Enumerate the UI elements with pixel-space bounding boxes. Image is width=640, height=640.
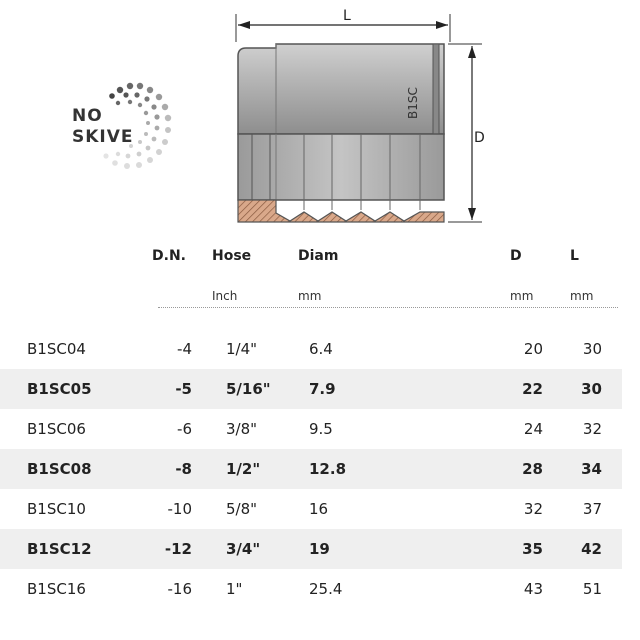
cell-diam: 6.4	[309, 340, 333, 358]
table-row	[0, 449, 622, 489]
cell-hose: 3/8"	[226, 420, 258, 438]
cell-l: 30	[581, 380, 602, 398]
header-l: L	[570, 248, 579, 264]
cell-diam: 7.9	[309, 380, 336, 398]
cell-dn: -12	[164, 540, 192, 558]
cell-hose: 3/4"	[226, 540, 261, 558]
cell-dn: -6	[177, 420, 192, 438]
table-row	[0, 369, 622, 409]
no-skive-logo	[72, 108, 134, 146]
header-diam: Diam	[298, 248, 339, 264]
header-d: D	[510, 248, 522, 264]
cell-diam: 16	[309, 500, 329, 518]
table-row	[0, 329, 622, 369]
cell-code: B1SC08	[27, 460, 92, 478]
cell-hose: 5/16"	[226, 380, 271, 398]
header-dn: D.N.	[152, 248, 186, 264]
cell-l: 51	[582, 580, 602, 598]
cell-dn: -5	[175, 380, 192, 398]
cell-d: 35	[522, 540, 543, 558]
ferrule-section-view	[238, 134, 444, 222]
logo-line-1: NO	[72, 106, 103, 126]
cell-code: B1SC16	[27, 580, 86, 598]
cell-diam: 25.4	[309, 580, 343, 598]
cell-d: 43	[523, 580, 543, 598]
cell-hose: 5/8"	[226, 500, 258, 518]
cell-dn: -16	[167, 580, 192, 598]
header-hose: Hose	[212, 248, 252, 264]
dimension-diameter-label: D	[474, 130, 485, 146]
cell-l: 37	[582, 500, 602, 518]
cell-l: 32	[582, 420, 602, 438]
table-row	[0, 489, 622, 529]
cell-code: B1SC06	[27, 420, 86, 438]
unit-hose: Inch	[212, 289, 238, 303]
cell-code: B1SC05	[27, 380, 92, 398]
header-divider	[158, 307, 618, 308]
cell-diam: 19	[309, 540, 330, 558]
cell-l: 34	[581, 460, 602, 478]
cell-l: 30	[582, 340, 602, 358]
cell-d: 22	[522, 380, 543, 398]
cell-d: 20	[523, 340, 543, 358]
cell-d: 24	[523, 420, 543, 438]
unit-l: mm	[570, 289, 594, 303]
table-row	[0, 409, 622, 449]
cell-diam: 12.8	[309, 460, 347, 478]
cell-hose: 1"	[226, 580, 243, 598]
cell-diam: 9.5	[309, 420, 333, 438]
cell-dn: -10	[167, 500, 192, 518]
part-marking: B1SC	[406, 87, 420, 119]
cell-hose: 1/4"	[226, 340, 258, 358]
cell-code: B1SC04	[27, 340, 86, 358]
cell-d: 32	[523, 500, 543, 518]
table-row	[0, 569, 622, 609]
cell-code: B1SC12	[27, 540, 92, 558]
cell-d: 28	[522, 460, 543, 478]
cell-l: 42	[581, 540, 602, 558]
dimension-length-label: L	[343, 8, 351, 24]
table-row	[0, 529, 622, 569]
cell-dn: -8	[175, 460, 192, 478]
unit-diam: mm	[298, 289, 322, 303]
cell-code: B1SC10	[27, 500, 86, 518]
logo-line-2: SKIVE	[72, 127, 134, 147]
cell-dn: -4	[177, 340, 192, 358]
unit-d: mm	[510, 289, 534, 303]
cell-hose: 1/2"	[226, 460, 261, 478]
